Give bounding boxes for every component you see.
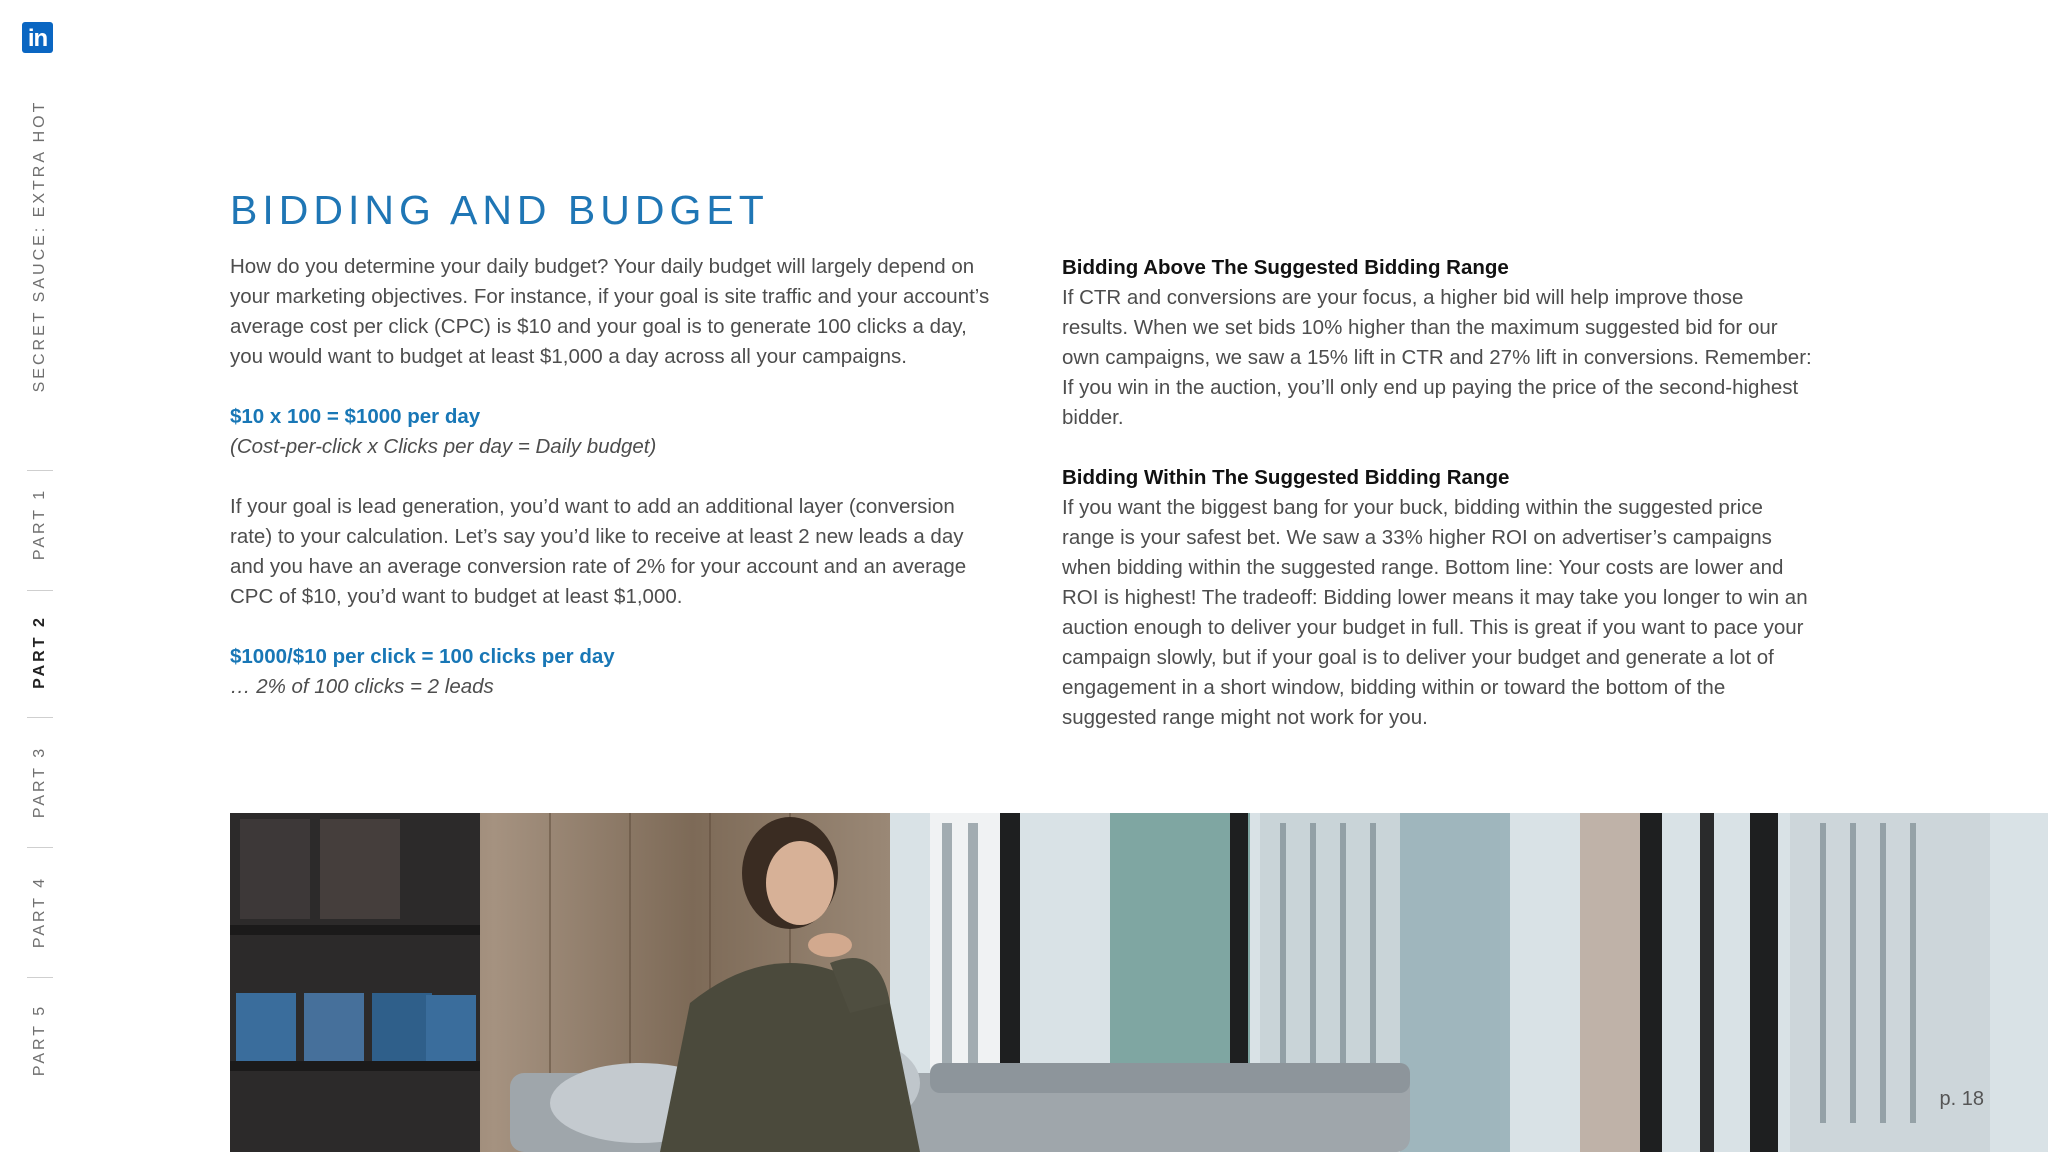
above-range-body: If CTR and conversions are your focus, a higher bid will help improve those results. When we set bids 10% higher than the maximum suggested bid for our own campaigns, we saw a 15% lift in CTR and 27% lift in conversions. Remember: If you win in the auction, you’ll only end up paying the price of the second-highest bidder. — [1062, 286, 1812, 429]
formula-clicks-per-day: $1000/$10 per click = 100 clicks per day — [230, 645, 615, 668]
within-range-body: If you want the biggest bang for your buck, bidding within the suggested price range is your safest bet. We saw a 33% higher ROI on advertiser’s campaigns when bidding within the suggested range. Bottom line: Your costs are lower and ROI is highest! The tradeoff: Bidding lower means it may take you longer to win an auction enough to deliver your budget in full. This is great if you want to pace your campaign slowly, but if your goal is to deliver your budget and generate a lot of engagement in a short window, bidding within or toward the bottom of the suggested range might not work for you. — [1062, 496, 1808, 729]
nav-part-4[interactable]: PART 4 — [31, 875, 48, 949]
office-photo — [230, 813, 2048, 1152]
rail-divider — [27, 847, 53, 848]
rail-divider — [27, 977, 53, 978]
lead-gen-paragraph: If your goal is lead generation, you’d want to add an additional layer (conversion rate) to your calculation. Let’s say you’d like to receive at least 2 new leads a day and you have an average conversion rate of 2% for your account and an average CPC of $10, you’d want to budget at least $1,000. — [230, 495, 967, 608]
rail-divider — [27, 717, 53, 718]
nav-part-5[interactable]: PART 5 — [31, 1003, 48, 1077]
guide-title: SECRET SAUCE: EXTRA HOT — [31, 99, 48, 393]
within-range-heading: Bidding Within The Suggested Bidding Range — [1062, 466, 1510, 489]
page-number: p. 18 — [1939, 1088, 1984, 1110]
nav-part-2[interactable]: PART 2 — [31, 615, 48, 689]
rail-divider — [27, 590, 53, 591]
rail-divider — [27, 470, 53, 471]
nav-part-3[interactable]: PART 3 — [31, 745, 48, 819]
intro-paragraph: How do you determine your daily budget? Your daily budget will largely depend on your marketing objectives. For instance, if your goal is site traffic and your account’s average cost per click (CPC) is $10 and your goal is to generate 100 clicks a day, you would want to budget at least $1,000 a day across all your campaigns. — [230, 255, 990, 368]
formula-clicks-per-day-note: … 2% of 100 clicks = 2 leads — [230, 675, 494, 698]
formula-daily-budget-note: (Cost-per-click x Clicks per day = Daily budget) — [230, 435, 657, 458]
above-range-heading: Bidding Above The Suggested Bidding Range — [1062, 256, 1509, 279]
page-title: BIDDING AND BUDGET — [230, 187, 769, 234]
left-column — [230, 252, 990, 702]
formula-daily-budget: $10 x 100 = $1000 per day — [230, 405, 481, 428]
linkedin-logo[interactable]: in — [22, 22, 53, 53]
right-column — [1062, 253, 1812, 733]
nav-part-1[interactable]: PART 1 — [31, 487, 48, 561]
office-scene-illustration — [230, 813, 2048, 1152]
